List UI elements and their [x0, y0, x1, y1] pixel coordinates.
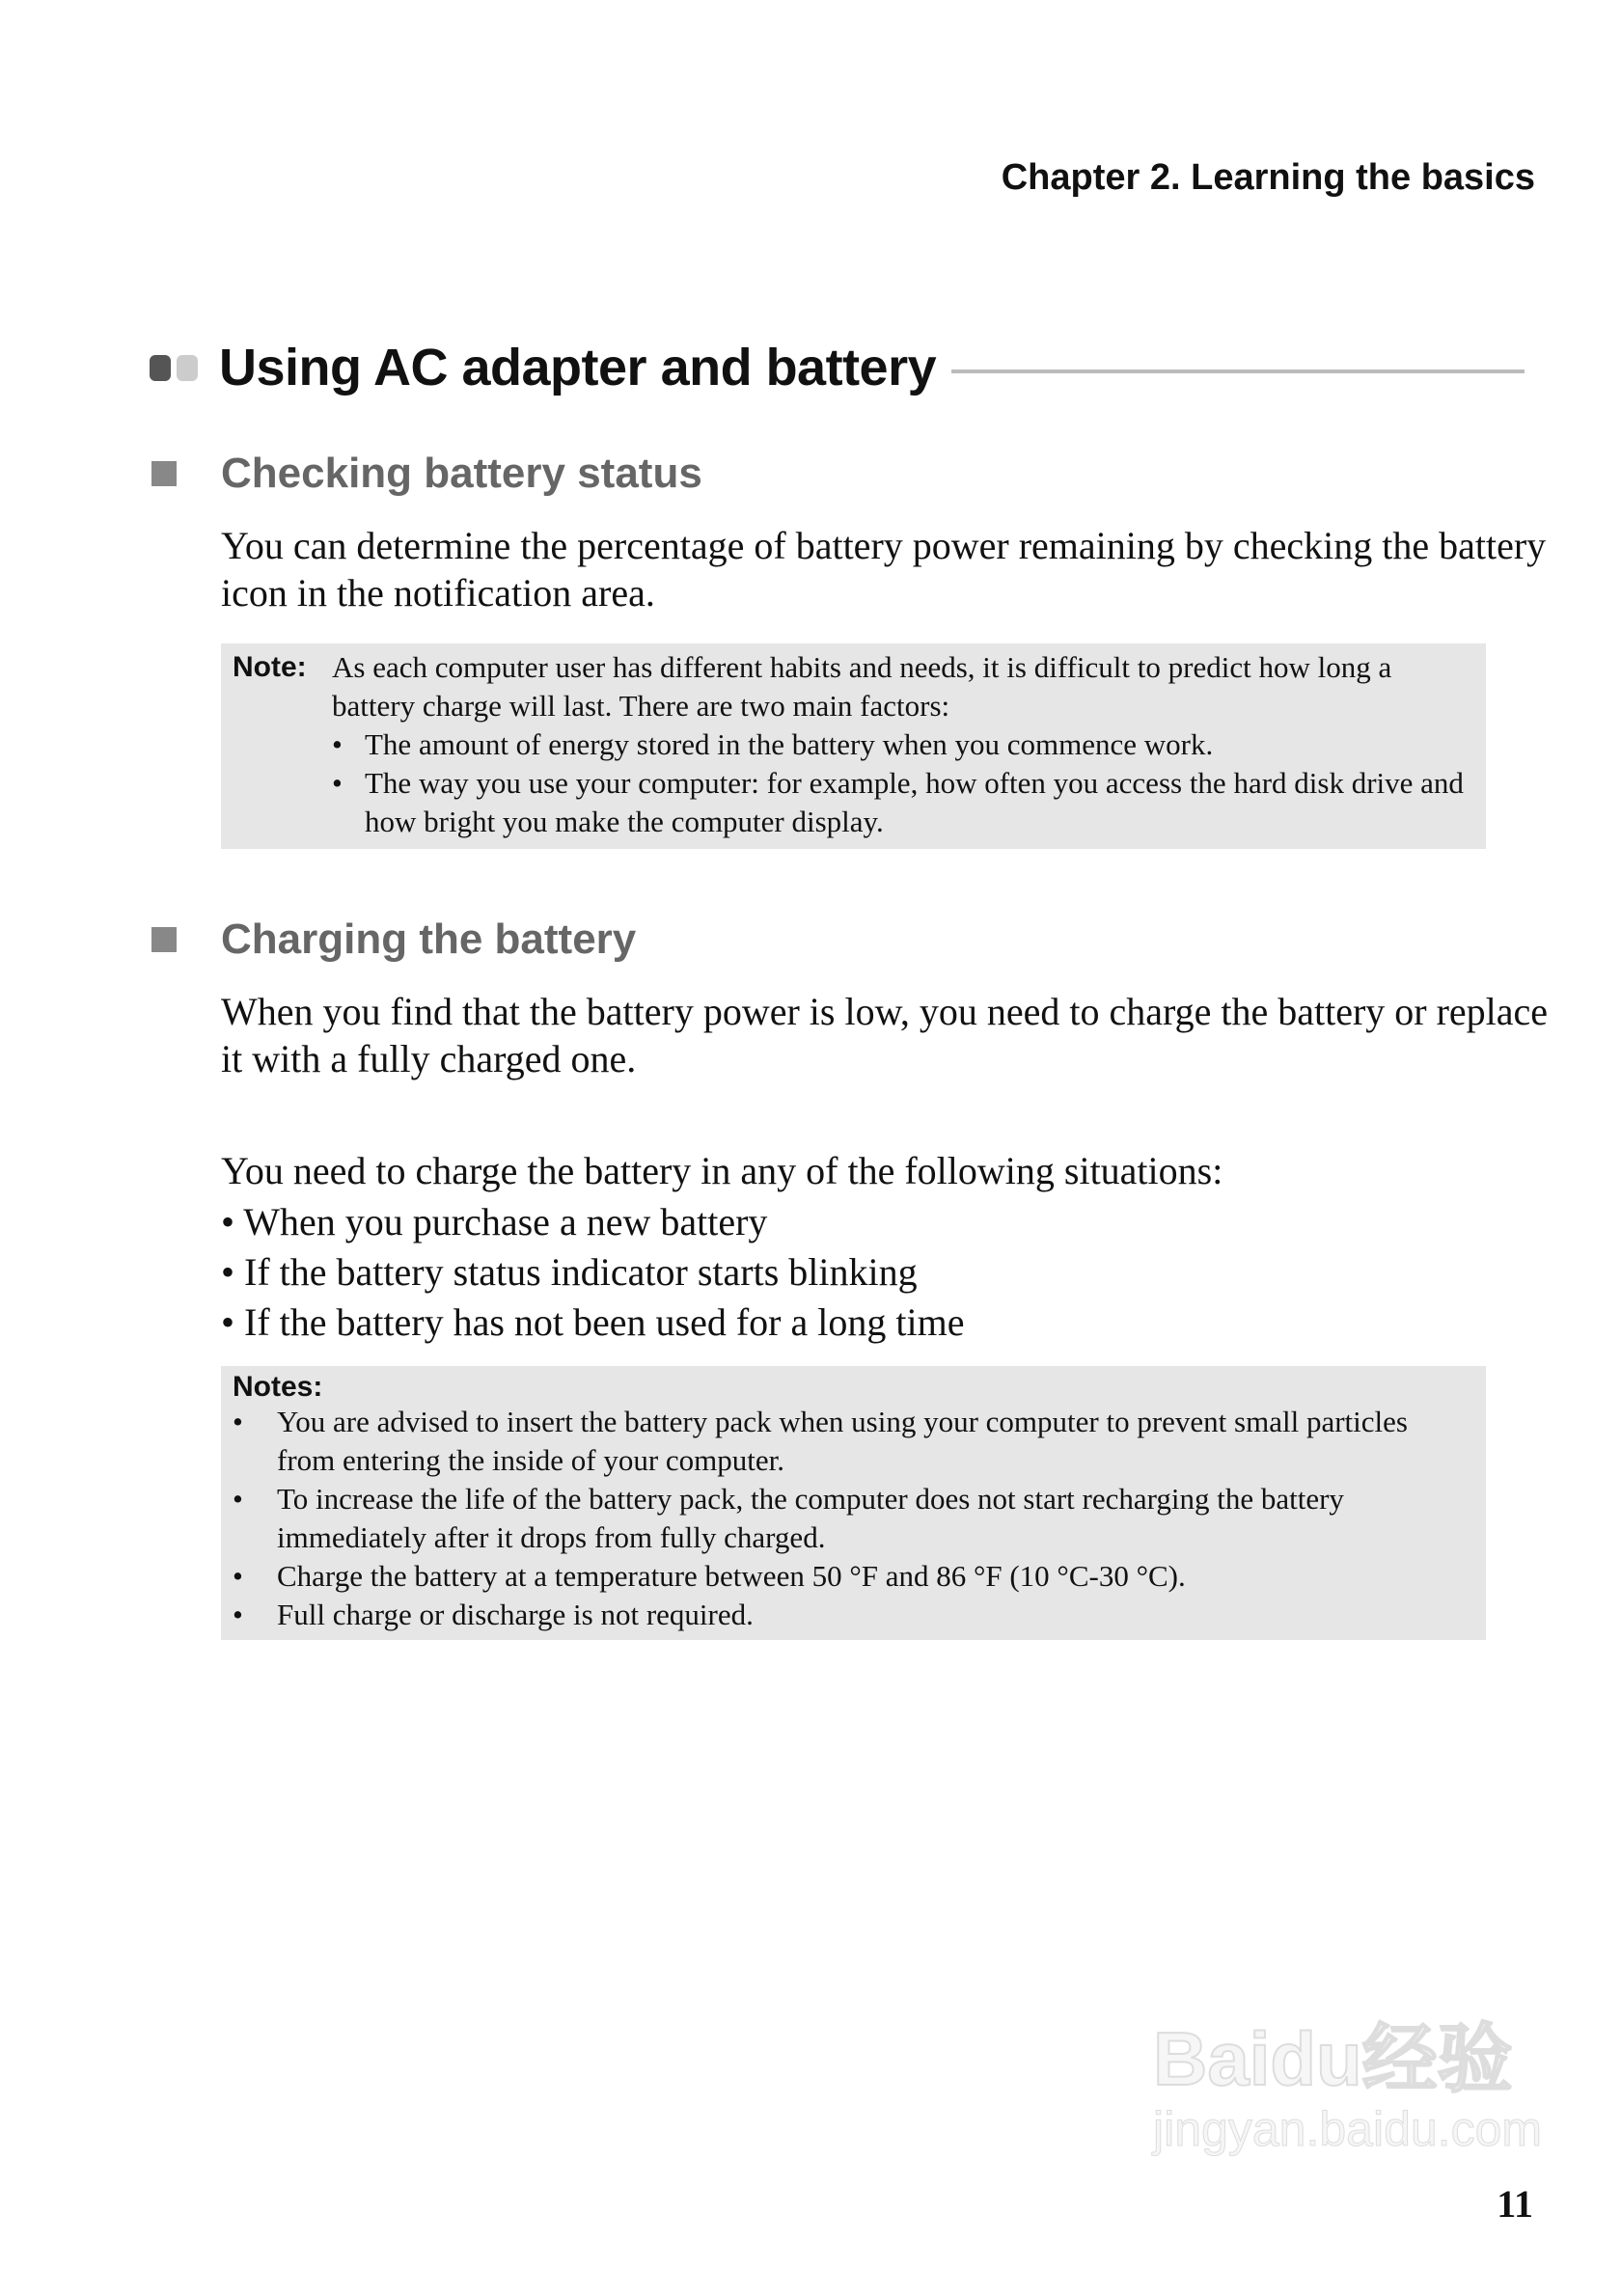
notes-item: • Full charge or discharge is not required. [233, 1598, 754, 1631]
notes-label: Notes: [233, 1371, 323, 1403]
watermark-url: jingyan.baidu.com [1153, 2102, 1543, 2156]
notes-item: • Charge the battery at a temperature between 50 °F and 86 °F (10 °C-30 °C). [233, 1559, 1186, 1593]
note-text: As each computer user has different habits and needs, it is difficult to predict how long a battery charge will last. There are two main factors: [332, 650, 1392, 723]
charging-paragraph-1: When you find that the battery power is low, you need to charge the battery or replace it with a fully charged one. [221, 990, 1549, 1080]
subheading-checking [151, 450, 702, 498]
note-label: Note: [233, 651, 307, 683]
notes-box [221, 1366, 1486, 1640]
square-bullet-icon [151, 461, 177, 486]
note-box [221, 643, 1486, 849]
checking-paragraph: You can determine the percentage of battery power remaining by checking the battery icon in the notification area. [221, 524, 1547, 615]
subheading-text: Charging the battery [221, 916, 637, 963]
subheading-charging [151, 916, 636, 964]
list-item: • When you purchase a new battery [221, 1200, 768, 1244]
section-title: Using AC adapter and battery [219, 339, 937, 396]
title-rule [951, 369, 1525, 373]
note-item: • The way you use your computer: for example, how often you access the hard disk drive and how bright you make the computer display. [332, 766, 1464, 838]
subheading-text: Checking battery status [221, 450, 702, 497]
charging-paragraph-2: You need to charge the battery in any of the following situations: [221, 1149, 1223, 1192]
notes-item: • To increase the life of the battery pack, the computer does not start recharging the battery immediately after it drops from fully charged. [233, 1482, 1344, 1554]
chapter-header: Chapter 2. Learning the basics [1001, 157, 1535, 198]
notes-item: • You are advised to insert the battery pack when using your computer to prevent small particles from entering the inside of your computer. [233, 1405, 1408, 1477]
list-item: • If the battery status indicator starts blinking [221, 1250, 918, 1294]
section-title-row [150, 338, 1525, 397]
note-item: • The amount of energy stored in the battery when you commence work. [332, 727, 1214, 761]
watermark-brand: Baidu经验 [1153, 2016, 1513, 2101]
page-number: 11 [1497, 2182, 1533, 2226]
list-item: • If the battery has not been used for a long time [221, 1300, 965, 1344]
dark-square-icon [150, 355, 171, 381]
baidu-watermark [1153, 2016, 1542, 2157]
light-square-icon [177, 355, 198, 381]
charging-situations-list [221, 1197, 1552, 1348]
square-bullet-icon [151, 927, 177, 952]
